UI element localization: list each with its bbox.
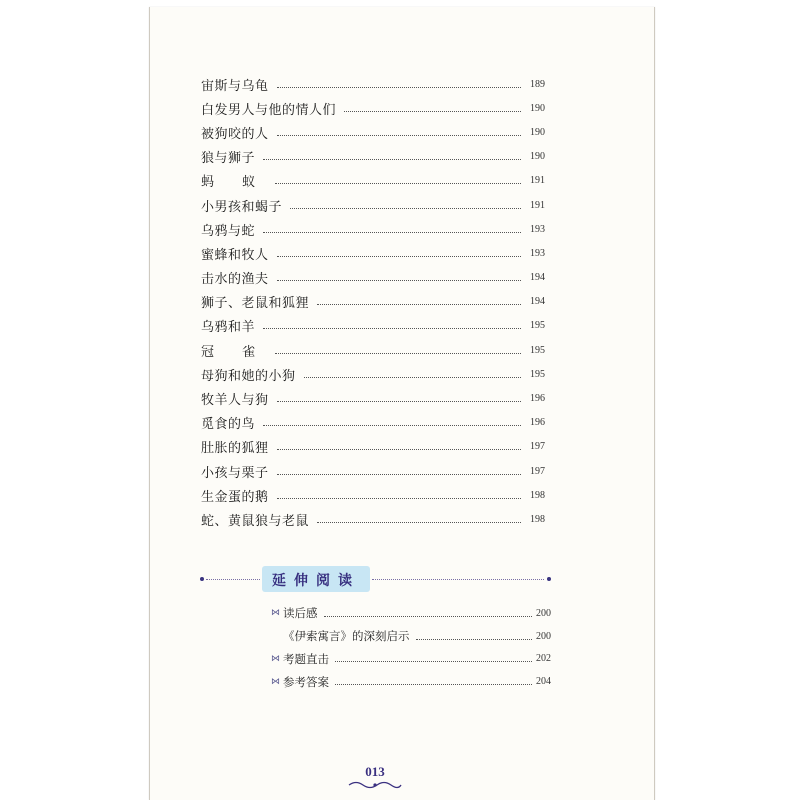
header-dot-left bbox=[200, 577, 204, 581]
bow-bullet-icon: ⋈ bbox=[271, 676, 280, 687]
toc-entry-page: 194 bbox=[530, 296, 545, 308]
toc-entry[interactable] bbox=[201, 338, 545, 362]
toc-leader-dots bbox=[277, 498, 521, 499]
toc-entry-page: 189 bbox=[530, 78, 545, 90]
toc-entry-page: 197 bbox=[530, 441, 545, 453]
extended-reading-page: 200 bbox=[536, 607, 551, 619]
toc-entry-title: 狼与狮子 bbox=[201, 151, 256, 167]
extended-reading-leader-dots bbox=[335, 684, 532, 685]
toc-entry[interactable] bbox=[201, 290, 545, 314]
extended-reading-page: 202 bbox=[536, 653, 551, 665]
toc-leader-dots bbox=[277, 87, 521, 88]
toc-entry[interactable] bbox=[201, 386, 545, 410]
toc-leader-dots bbox=[277, 256, 521, 257]
toc-entry[interactable] bbox=[201, 483, 545, 507]
extended-reading-page: 204 bbox=[536, 676, 551, 688]
toc-leader-dots bbox=[277, 135, 521, 136]
toc-leader-dots bbox=[277, 474, 521, 475]
extended-reading-leader-dots bbox=[416, 639, 533, 640]
toc-leader-dots bbox=[275, 183, 521, 184]
toc-entry-page: 191 bbox=[530, 175, 545, 187]
toc-entry-page: 190 bbox=[530, 151, 545, 163]
toc-entry-page: 197 bbox=[530, 465, 545, 477]
toc-entry[interactable] bbox=[201, 120, 545, 144]
toc-leader-dots bbox=[344, 111, 521, 112]
toc-entry-title: 小孩与栗子 bbox=[201, 465, 269, 481]
toc-leader-dots bbox=[263, 159, 521, 160]
toc-entry-page: 195 bbox=[530, 368, 545, 380]
toc-leader-dots bbox=[317, 304, 521, 305]
toc-entry-title: 乌鸦和羊 bbox=[201, 320, 256, 336]
extended-reading-item[interactable] bbox=[271, 670, 551, 693]
page-number: 013 bbox=[365, 764, 385, 779]
toc-leader-dots bbox=[275, 353, 521, 354]
toc-entry-title: 肚胀的狐狸 bbox=[201, 441, 269, 457]
toc-entry-title: 蛇、黄鼠狼与老鼠 bbox=[201, 513, 310, 529]
extended-reading-page: 200 bbox=[536, 630, 551, 642]
toc-entry-title: 宙斯与乌龟 bbox=[201, 78, 269, 94]
toc-entry[interactable] bbox=[201, 411, 545, 435]
toc-entry[interactable] bbox=[201, 459, 545, 483]
toc-entry[interactable] bbox=[201, 96, 545, 120]
extended-reading-leader-dots bbox=[335, 661, 532, 662]
toc-entry-title: 乌鸦与蛇 bbox=[201, 223, 256, 239]
extended-reading-label: 《伊索寓言》的深刻启示 bbox=[283, 629, 410, 644]
toc-leader-dots bbox=[263, 328, 521, 329]
toc-leader-dots bbox=[263, 232, 521, 233]
toc-entry-title: 冠 雀 bbox=[201, 344, 268, 360]
toc-leader-dots bbox=[263, 425, 521, 426]
toc-entry-title: 狮子、老鼠和狐狸 bbox=[201, 296, 310, 312]
toc-entry-title: 蜜蜂和牧人 bbox=[201, 247, 269, 263]
toc-entry-title: 觅食的鸟 bbox=[201, 417, 256, 433]
toc-leader-dots bbox=[304, 377, 521, 378]
toc-entry-title: 小男孩和蝎子 bbox=[201, 199, 283, 215]
bow-bullet-icon: ⋈ bbox=[271, 608, 280, 619]
toc-leader-dots bbox=[277, 280, 521, 281]
toc-entry-page: 195 bbox=[530, 344, 545, 356]
extended-reading-label: 考题直击 bbox=[283, 651, 329, 666]
extended-reading-label: 参考答案 bbox=[283, 674, 329, 689]
toc-entry[interactable] bbox=[201, 169, 545, 193]
toc-entry-page: 193 bbox=[530, 223, 545, 235]
extended-reading-header bbox=[200, 566, 552, 596]
toc-entry[interactable] bbox=[201, 435, 545, 459]
toc-entry-title: 牧羊人与狗 bbox=[201, 393, 269, 409]
toc-entry-page: 196 bbox=[530, 393, 545, 405]
toc-entry[interactable] bbox=[201, 362, 545, 386]
toc-leader-dots bbox=[317, 522, 521, 523]
header-dot-right bbox=[547, 577, 551, 581]
toc-entry-page: 193 bbox=[530, 247, 545, 259]
bow-bullet-icon: ⋈ bbox=[271, 653, 280, 664]
toc-entry-page: 198 bbox=[530, 513, 545, 525]
wave-ornament-icon bbox=[347, 780, 403, 790]
toc-entry[interactable] bbox=[201, 266, 545, 290]
toc-entry[interactable] bbox=[201, 241, 545, 265]
toc-entry-title: 母狗和她的小狗 bbox=[201, 368, 296, 384]
toc-entry[interactable] bbox=[201, 193, 545, 217]
extended-reading-item[interactable] bbox=[271, 602, 551, 625]
toc-entry-page: 190 bbox=[530, 102, 545, 114]
toc-entry-title: 击水的渔夫 bbox=[201, 272, 269, 288]
toc-entry[interactable] bbox=[201, 217, 545, 241]
toc-entry[interactable] bbox=[201, 314, 545, 338]
toc-entry[interactable] bbox=[201, 72, 545, 96]
toc-entry-title: 白发男人与他的情人们 bbox=[201, 102, 337, 118]
toc-entry-title: 蚂 蚁 bbox=[201, 175, 268, 191]
table-of-contents bbox=[201, 72, 545, 532]
extended-reading-leader-dots bbox=[324, 616, 533, 617]
toc-entry-page: 191 bbox=[530, 199, 545, 211]
extended-reading-title: 延伸阅读 bbox=[272, 573, 360, 589]
toc-leader-dots bbox=[277, 449, 521, 450]
toc-entry[interactable] bbox=[201, 145, 545, 169]
toc-entry-page: 194 bbox=[530, 272, 545, 284]
header-dotted-line-right bbox=[372, 579, 544, 580]
extended-reading-item[interactable] bbox=[271, 648, 551, 671]
toc-entry-page: 198 bbox=[530, 489, 545, 501]
extended-reading-label: 读后感 bbox=[283, 606, 318, 621]
header-dotted-line-left bbox=[206, 579, 260, 580]
toc-entry-page: 196 bbox=[530, 417, 545, 429]
toc-leader-dots bbox=[277, 401, 521, 402]
toc-entry-page: 195 bbox=[530, 320, 545, 332]
extended-reading-list bbox=[271, 602, 551, 693]
toc-entry-title: 被狗咬的人 bbox=[201, 126, 269, 142]
page-footer bbox=[345, 764, 405, 790]
toc-entry-page: 190 bbox=[530, 126, 545, 138]
toc-entry[interactable] bbox=[201, 507, 545, 531]
toc-entry-title: 生金蛋的鹅 bbox=[201, 489, 269, 505]
toc-leader-dots bbox=[290, 208, 521, 209]
extended-reading-item[interactable] bbox=[271, 625, 551, 648]
